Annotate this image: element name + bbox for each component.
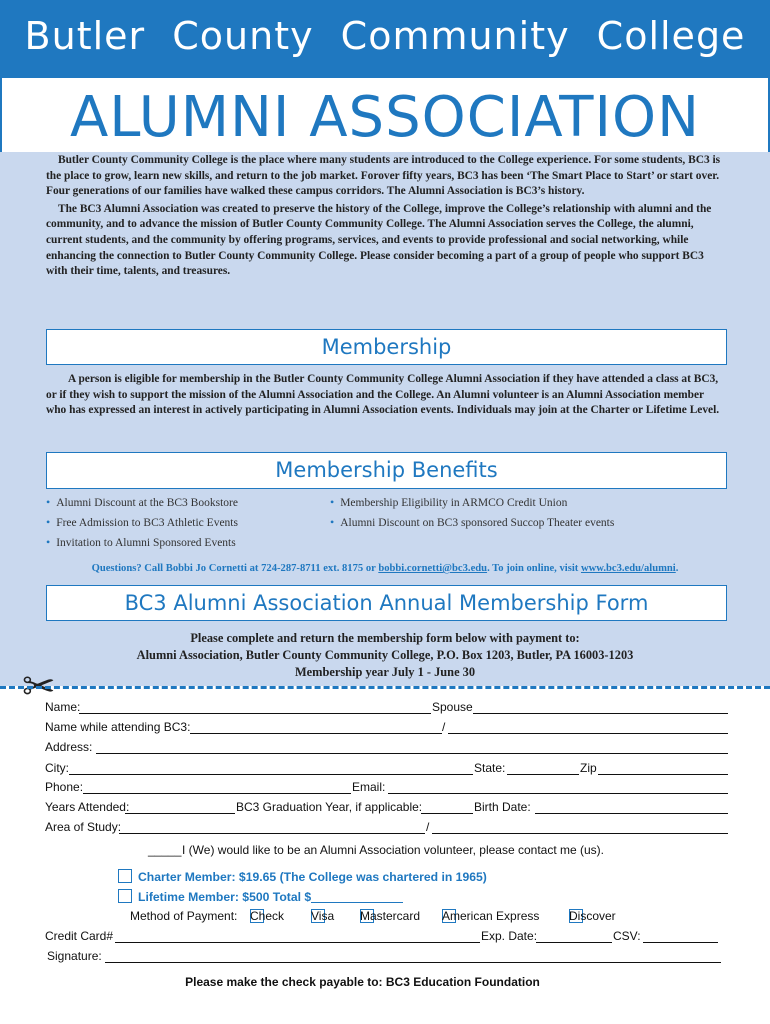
email-field[interactable] xyxy=(388,780,728,794)
bullet-icon: • xyxy=(46,535,51,549)
scissors-icon: ✂ xyxy=(22,665,56,709)
lifetime-amount-field[interactable] xyxy=(311,890,403,903)
charter-member-option[interactable]: Charter Member: $19.65 (The College was chartered in 1965) xyxy=(118,869,487,884)
zip-field[interactable] xyxy=(598,761,728,775)
city-field[interactable] xyxy=(69,761,473,775)
benefits-heading: Membership Benefits xyxy=(46,452,727,489)
state-field[interactable] xyxy=(507,761,579,775)
membership-form: Name: Spouse Name while attending BC3: / Address: City: State: Zip Phone: Email: Years Attended: BC3 Graduation Year, if applicable: Birth Date: Area of Study: / _____ I (We) would like to be an Alumni Association volunteer, please contact me (us). xyxy=(45,700,735,970)
list-item: • Membership Eligibility in ARMCO Credit Union xyxy=(330,495,568,509)
name-attending-field[interactable] xyxy=(190,720,442,734)
contact-line: Questions? Call Bobbi Jo Cornetti at 724-287-8711 ext. 8175 or bobbi.cornetti@bc3.edu. To join online, visit www.bc3.edu/alumni. xyxy=(91,563,679,574)
charter-checkbox[interactable] xyxy=(118,869,132,883)
list-item: • Alumni Discount on BC3 sponsored Succop Theater events xyxy=(330,515,615,529)
volunteer-text: I (We) would like to be an Alumni Association volunteer, please contact me (us). xyxy=(182,843,604,857)
spouse-area-of-study-field[interactable] xyxy=(432,820,728,834)
membership-heading: Membership xyxy=(46,329,727,365)
name-field[interactable] xyxy=(79,700,431,714)
phone-field[interactable] xyxy=(83,780,351,794)
signature-field[interactable] xyxy=(105,949,721,963)
cut-line xyxy=(0,686,770,689)
website-link[interactable]: www.bc3.edu/alumni xyxy=(580,563,676,574)
membership-paragraph: A person is eligible for membership in the Butler County Community College Alumni Association if they have attended a class at BC3, or if they wish to support the mission of the Alumni Association and the College. An Alumni volunteer is an Alumni Association member who has expressed an interest in actively participating in Alumni Association events. Individuals may join at the Charter or Lifetime Level. xyxy=(46,373,720,417)
intro-text xyxy=(46,153,726,280)
benefits-list xyxy=(46,495,726,555)
list-item: • Invitation to Alumni Sponsored Events xyxy=(46,535,236,549)
list-item: • Alumni Discount at the BC3 Bookstore xyxy=(46,495,238,509)
expiration-date-field[interactable] xyxy=(536,929,612,943)
payment-details: Credit Card# Exp. Date: CSV: Signature: xyxy=(45,929,735,969)
lifetime-member-option[interactable]: Lifetime Member: $500 Total $ xyxy=(118,889,403,904)
area-of-study-field[interactable] xyxy=(119,820,425,834)
birth-date-field[interactable] xyxy=(535,800,728,814)
bullet-icon: • xyxy=(46,495,51,509)
form-heading: BC3 Alumni Association Annual Membership Form xyxy=(46,585,727,621)
lifetime-checkbox[interactable] xyxy=(118,889,132,903)
csv-field[interactable] xyxy=(643,929,718,943)
address-field[interactable] xyxy=(96,740,728,754)
credit-card-field[interactable] xyxy=(115,929,480,943)
volunteer-blank[interactable]: _____ xyxy=(148,843,182,857)
bullet-icon: • xyxy=(330,495,335,509)
list-item: • Free Admission to BC3 Athletic Events xyxy=(46,515,238,529)
payment-method-row: Method of Payment: Check Visa Mastercard American Express Discover xyxy=(130,909,616,923)
bullet-icon: • xyxy=(330,515,335,529)
form-instructions: Please complete and return the membership form below with payment to: Alumni Association, Butler County Community College, P.O. Box 1203, Butler, PA 16003-1203 Membership year July 1 - June 30 xyxy=(136,631,634,679)
spouse-field[interactable] xyxy=(473,700,728,714)
college-name: Butler County Community College xyxy=(24,14,746,58)
spouse-name-attending-field[interactable] xyxy=(448,720,728,734)
membership-text xyxy=(46,372,726,419)
graduation-year-field[interactable] xyxy=(421,800,473,814)
intro-paragraph-2: The BC3 Alumni Association was created to preserve the history of the College, improve the College’s relationship with alumni and the community, and to advance the mission of Butler County Community College. The Alumni Association serves the College, the alumni, current students, and the community by offering programs, services, and events to provide professional and social networking, while enhancing the connection to Butler County Community College. Please consider becoming a part of a group of people who support BC3 with their time, talents, and treasures. xyxy=(46,202,712,278)
email-link[interactable]: bobbi.cornetti@bc3.edu xyxy=(378,563,488,574)
bullet-icon: • xyxy=(46,515,51,529)
association-title: ALUMNI ASSOCIATION xyxy=(70,85,700,150)
years-attended-field[interactable] xyxy=(125,800,235,814)
footer-note: Please make the check payable to: BC3 Education Foundation xyxy=(185,975,540,989)
intro-paragraph-1: Butler County Community College is the place where many students are introduced to the College experience. For some students, BC3 is the place to grow, learn new skills, and return to the job market. Forover fifty years, BC3 has been ‘The Smart Place to Start’ or start over. Four generations of our families have walked these campus corridors. The Alumni Association is BC3’s history. xyxy=(46,154,721,198)
